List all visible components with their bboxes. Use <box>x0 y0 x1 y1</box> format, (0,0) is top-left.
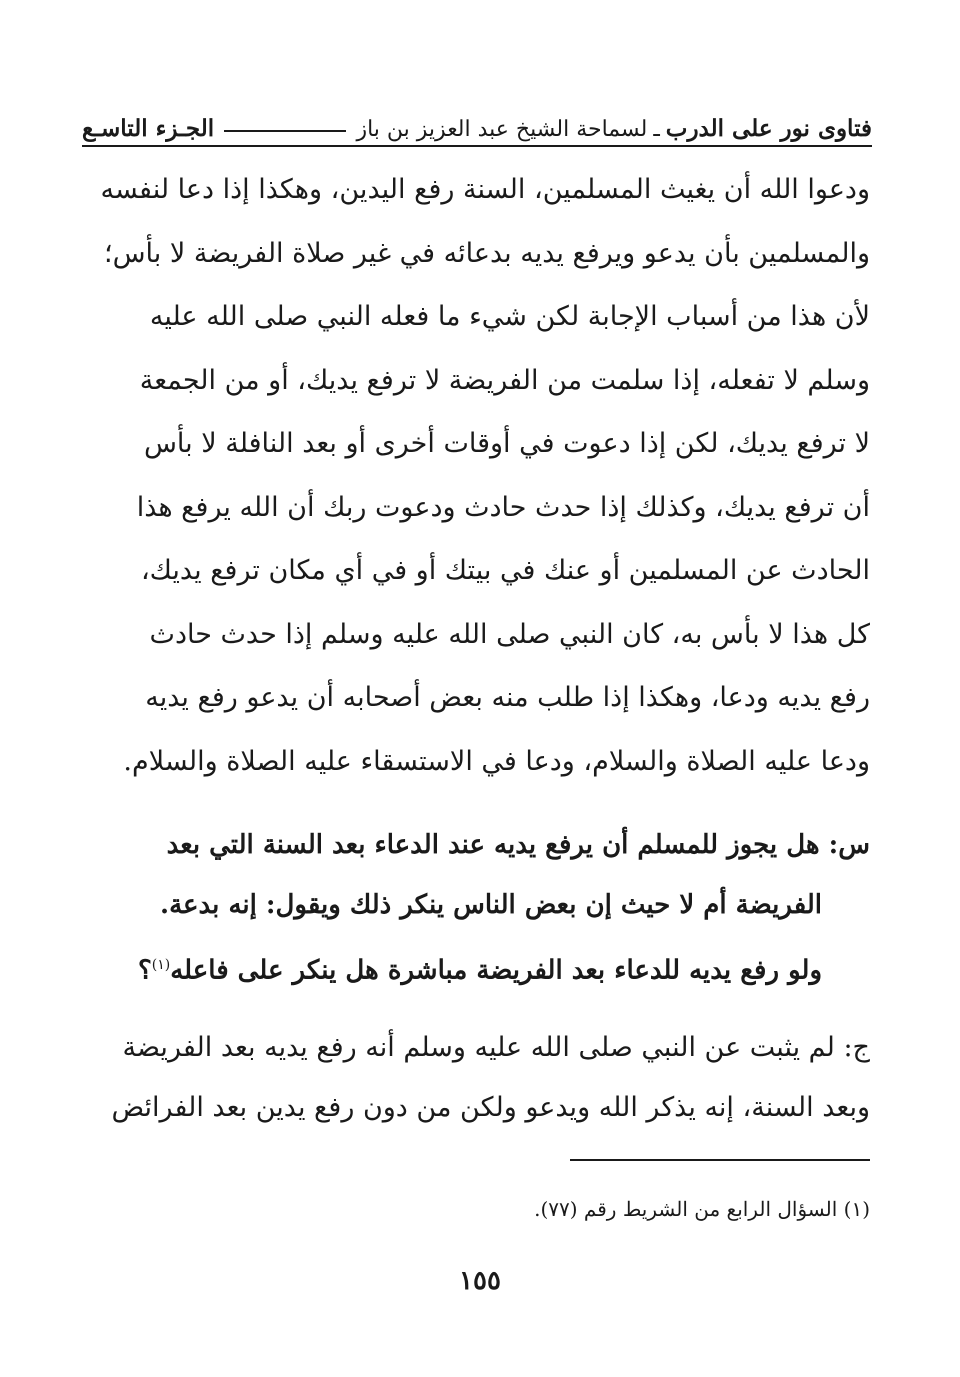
answer-block <box>92 1018 870 1138</box>
page-number: ١٥٥ <box>459 1266 501 1296</box>
body-line: وسلم لا تفعله، إذا سلمت من الفريضة لا ترفع يديك، أو من الجمعة <box>139 364 870 396</box>
body-line: رفع يديه ودعا، وهكذا إذا طلب منه بعض أصحابه أن يدعو رفع يديه <box>145 682 870 713</box>
running-header <box>82 96 872 142</box>
body-line: ودعا عليه الصلاة والسلام، ودعا في الاستسقاء عليه الصلاة والسلام. <box>123 745 870 777</box>
body-line: الحادث عن المسلمين أو عنك في بيتك أو في أي مكان ترفع يديك، <box>140 555 870 586</box>
question-mark: ؟ <box>137 955 152 986</box>
volume-part: الجـزء التاسـع <box>82 115 215 142</box>
book-title: فتاوى نور على الدرب <box>665 115 872 142</box>
body-paragraph <box>92 158 870 793</box>
answer-line: ج: لم يثبت عن النبي صلى الله عليه وسلم أنه رفع يديه بعد الفريضة <box>122 1032 870 1063</box>
question-line <box>92 935 870 995</box>
footnote: (١) السؤال الرابع من الشريط رقم (٧٧). <box>534 1197 870 1221</box>
body-line: كل هذا لا بأس به، كان النبي صلى الله عليه وسلم إذا حدث حادث <box>149 618 870 650</box>
header-rule <box>82 145 872 147</box>
question-text: ولو رفع يديه للدعاء بعد الفريضة مباشرة هل ينكر على فاعله <box>170 955 822 986</box>
body-line: ودعوا الله أن يغيث المسلمين، السنة رفع اليدين، وهكذا إذا دعا لنفسه <box>100 174 870 205</box>
answer-line: وبعد السنة، إنه يذكر الله ويدعو ولكن من دون رفع يدين بعد الفرائض <box>111 1092 870 1123</box>
body-line: والمسلمين بأن يدعو ويرفع يديه بدعائه في غير صلاة الفريضة لا بأس؛ <box>104 237 870 269</box>
question-line: س: هل يجوز للمسلم أن يرفع يديه عند الدعاء بعد السنة التي بعد <box>166 830 870 860</box>
body-line: لا ترفع يديك، لكن إذا دعوت في أوقات أخرى أو بعد النافلة لا بأس <box>143 428 870 459</box>
header-dash-line <box>224 130 346 132</box>
author-name: لسماحة الشيخ عبد العزيز بن باز <box>356 117 648 142</box>
body-line: لأن هذا من أسباب الإجابة لكن شيء ما فعله النبي صلى الله عليه <box>149 301 870 332</box>
body-line: أن ترفع يديك، وكذلك إذا حدث حادث ودعوت ربك أن الله يرفع هذا <box>136 491 870 523</box>
footnote-reference[interactable]: (١) <box>151 957 171 973</box>
question-line: الفريضة أم لا حيث إن بعض الناس ينكر ذلك ويقول: إنه بدعة. <box>160 890 822 920</box>
question-block <box>92 815 870 995</box>
header-separator: ـ <box>653 117 660 142</box>
footnote-rule <box>570 1159 870 1161</box>
